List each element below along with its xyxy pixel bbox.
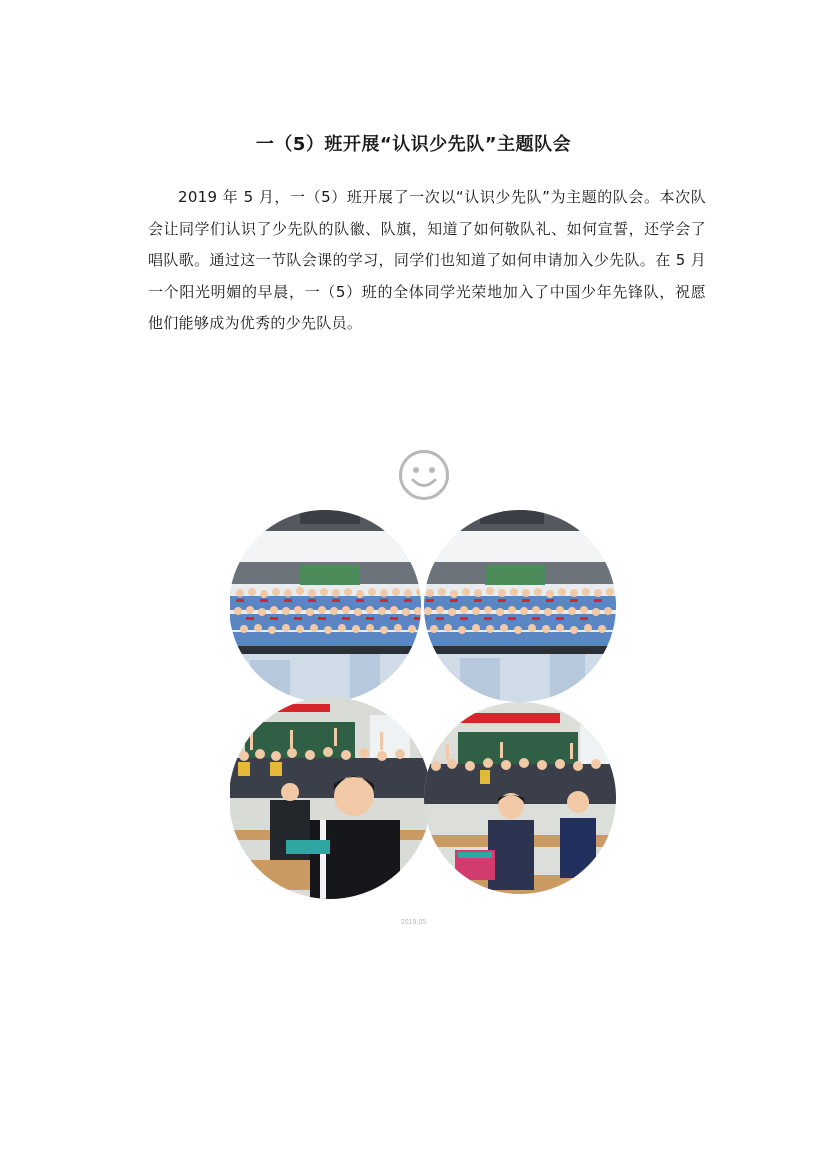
photo-collage [230,500,620,900]
document-title: 一（5）班开展“认识少先队”主题队会 [255,134,572,155]
photo-date-caption: 2019.05 [400,919,427,926]
classroom-oath-photo-right [420,700,620,900]
group-photo-right [420,500,620,710]
group-photo-left [230,500,430,710]
body-paragraph: 2019 年 5 月，一（5）班开展了一次以“认识少先队”为主题的队会。本次队会让同学们认识了少先队的队徽、队旗，知道了如何敬队礼、如何宣誓，还学会了唱队歌。通过这一节队会课的学习，同学们也知道了如何申请加入少先队。在 5 月一个阳光明媚的早晨，一（5）班的全体同学光荣地加入了中国少年先锋队，祝愿他们能够成为优秀的少先队员。 [148,188,706,332]
smiley-face-icon [398,449,450,501]
classroom-oath-photo-left [230,695,435,900]
